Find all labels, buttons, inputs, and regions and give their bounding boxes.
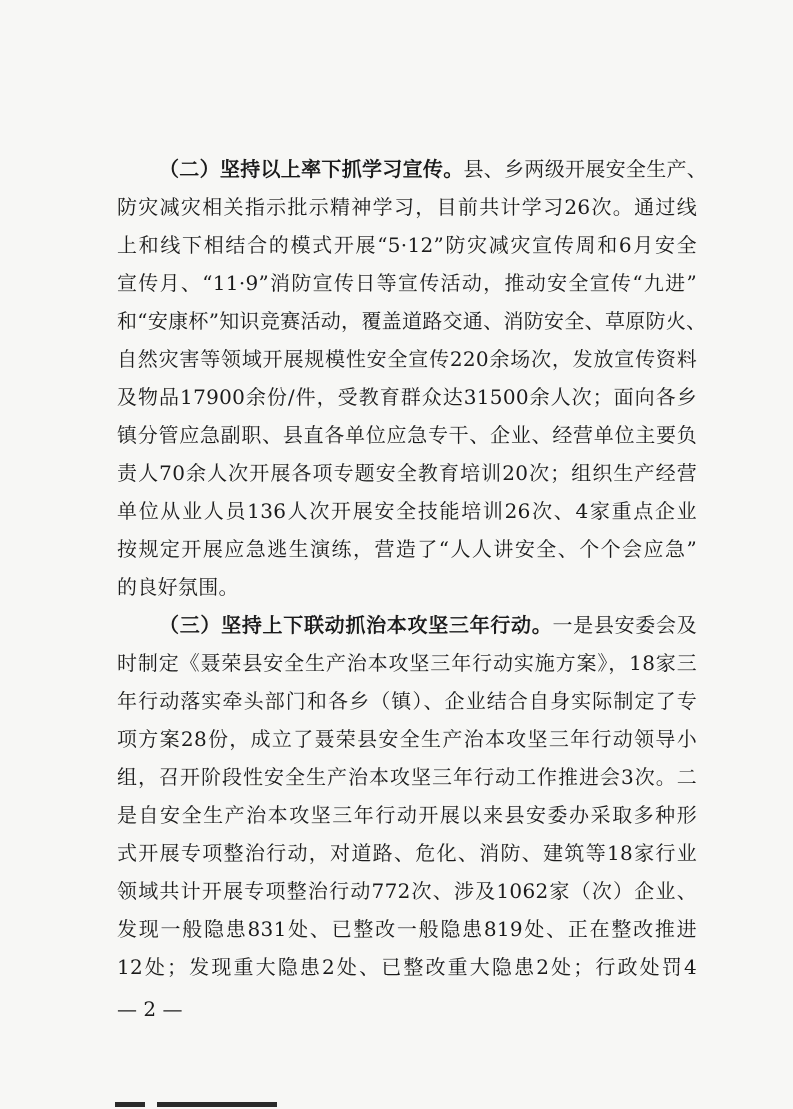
paragraph-line: 上和线下相结合的模式开展“5·12”防灾减灾宣传周和6月安全 xyxy=(117,233,697,257)
paragraph-line: 式开展专项整治行动，对道路、危化、消防、建筑等18家行业 xyxy=(117,841,697,865)
paragraph-line: 及物品17900余份/件，受教育群众达31500余人次；面向各乡 xyxy=(117,385,697,409)
section-heading: （二）坚持以上率下抓学习宣传。 xyxy=(159,157,464,181)
paragraph-three-year-action xyxy=(117,606,697,986)
paragraph-line: 镇分管应急副职、县直各单位应急专干、企业、经营单位主要负 xyxy=(117,423,697,447)
paragraph-line: 单位从业人员136人次开展安全技能培训26次、4家重点企业 xyxy=(117,499,697,523)
paragraph-line: 是自安全生产治本攻坚三年行动开展以来县安委办采取多种形 xyxy=(117,803,697,827)
paragraph-line: 领域共计开展专项整治行动772次、涉及1062家（次）企业、 xyxy=(117,879,697,903)
paragraph-line: 和“安康杯”知识竞赛活动，覆盖道路交通、消防安全、草原防火、 xyxy=(117,309,707,333)
paragraph-first-line xyxy=(117,606,697,644)
section-heading: （三）坚持上下联动抓治本攻坚三年行动。 xyxy=(159,613,553,637)
paragraph-publicity xyxy=(117,150,708,606)
paragraph-line: 宣传月、“11·9”消防宣传日等宣传活动，推动安全宣传“九进” xyxy=(117,271,697,295)
paragraph-line: 发现一般隐患831处、已整改一般隐患819处、正在整改推进 xyxy=(117,917,697,941)
page-number: — 2 — xyxy=(117,997,183,1021)
paragraph-text: 一是县安委会及 xyxy=(552,613,697,637)
paragraph-line: 时制定《聂荣县安全生产治本攻坚三年行动实施方案》，18家三 xyxy=(117,651,697,675)
paragraph-line: 项方案28份，成立了聂荣县安全生产治本攻坚三年行动领导小 xyxy=(117,727,697,751)
paragraph-line: 按规定开展应急逃生演练，营造了“人人讲安全、个个会应急” xyxy=(117,537,697,561)
paragraph-first-line xyxy=(117,150,708,188)
paragraph-line: 责人70余人次开展各项专题安全教育培训20次；组织生产经营 xyxy=(117,461,697,485)
paragraph-line: 的良好氛围。 xyxy=(117,575,239,599)
paragraph-text: 县、乡两级开展安全生产、 xyxy=(463,157,708,181)
paragraph-line: 防灾减灾相关指示批示精神学习，目前共计学习26次。通过线 xyxy=(117,195,697,219)
paragraph-line: 组，召开阶段性安全生产治本攻坚三年行动工作推进会3次。二 xyxy=(117,765,697,789)
paragraph-line: 自然灾害等领域开展规模性安全宣传220余场次，发放宣传资料 xyxy=(117,347,697,371)
paragraph-line: 12处；发现重大隐患2处、已整改重大隐患2处；行政处罚4 xyxy=(117,955,697,979)
paragraph-line: 年行动落实牵头部门和各乡（镇）、企业结合自身实际制定了专 xyxy=(117,689,697,713)
scan-edge-marks xyxy=(115,1102,315,1109)
